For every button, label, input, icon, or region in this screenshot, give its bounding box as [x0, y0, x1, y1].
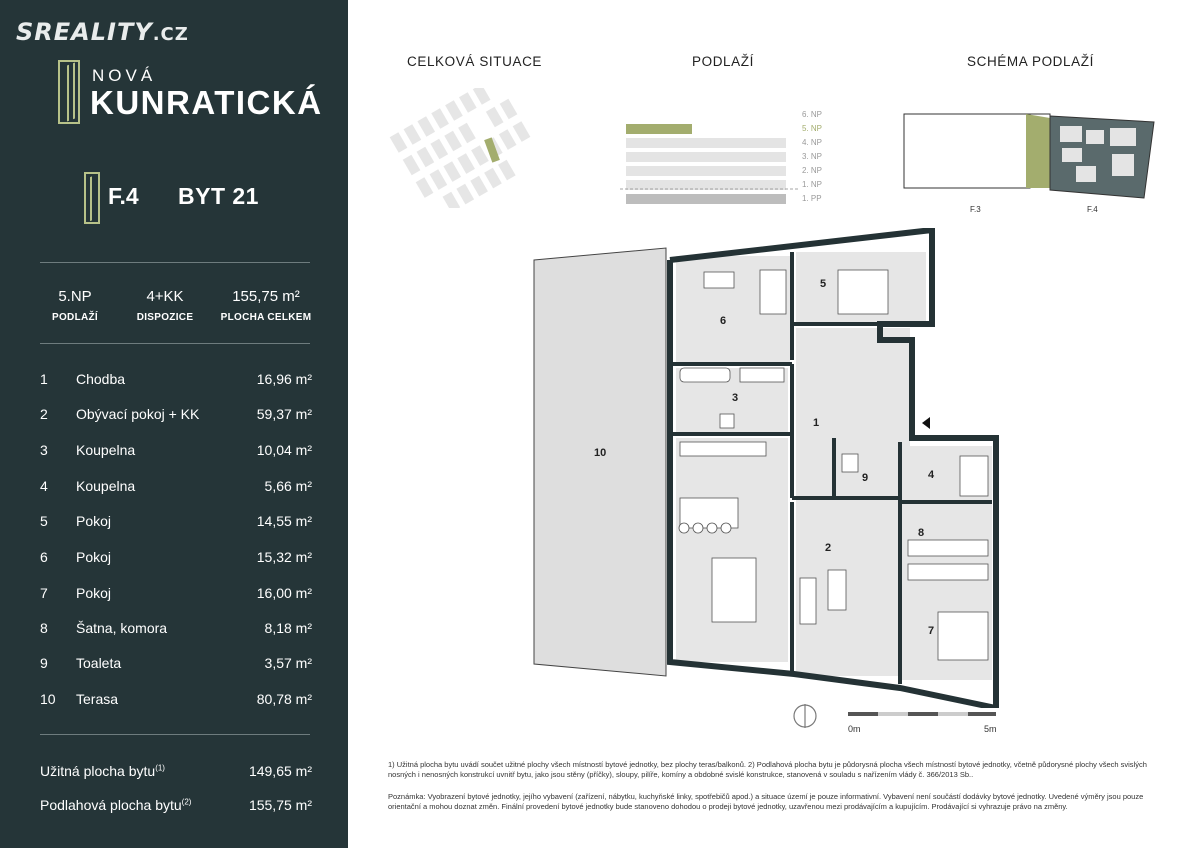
- room-row: 7 Pokoj 16,00 m²: [40, 585, 312, 601]
- floor-label: 3. NP: [802, 152, 823, 161]
- room-row: 3 Koupelna 10,04 m²: [40, 442, 312, 458]
- plan-room-5: 5: [820, 278, 827, 290]
- scale-start: 0m: [848, 724, 861, 734]
- scheme-label-f3: F.3: [970, 205, 981, 214]
- scale-end: 5m: [984, 724, 997, 734]
- floor-scheme-diagram: [900, 108, 1162, 208]
- brand-logo-icon: [58, 60, 80, 124]
- floor-stack-diagram: [620, 108, 800, 208]
- plan-room-7: 7: [928, 625, 935, 637]
- floor-label: 1. PP: [802, 194, 822, 203]
- plan-room-6: 6: [720, 315, 727, 327]
- floor-label: 1. NP: [802, 180, 823, 189]
- room-row: 2 Obývací pokoj + KK 59,37 m²: [40, 406, 312, 422]
- floor-label: 2. NP: [802, 166, 823, 175]
- scheme-heading: SCHÉMA PODLAŽÍ: [967, 54, 1094, 69]
- north-arrow-icon: [790, 702, 824, 732]
- plan-room-9: 9: [862, 472, 869, 484]
- room-row: 4 Koupelna 5,66 m²: [40, 478, 312, 494]
- summary-layout-value: 4+KK: [146, 288, 184, 305]
- floor-label: 4. NP: [802, 138, 823, 147]
- plan-room-8: 8: [918, 527, 925, 539]
- room-row: 10 Terasa 80,78 m²: [40, 691, 312, 707]
- footnote-disclaimer: Poznámka: Vyobrazení bytové jednotky, jejího vybavení (zařízení, nábytku, kuchyňské linky, spotřebičů apod.) a situace území je pouze informativní. Vybavení není součástí dodávky bytové jednotky. Uvedené výměry jsou pouze orientační a mohou doznat změn. Finální provedení bytové jednotky bude stanoveno dohodou o prodeji bytové jednotky, uzavřenou mezi prodávajícím a kupujícím. Prodávající si vyhrazuje právo na změny.: [388, 792, 1144, 811]
- active-floor-bar: [626, 124, 692, 134]
- plan-room-4: 4: [928, 469, 935, 481]
- divider: [40, 343, 310, 344]
- scale-bar: [848, 710, 998, 720]
- floors-heading: PODLAŽÍ: [692, 54, 754, 69]
- floor-plan: [530, 228, 1010, 708]
- room-row: 9 Toaleta 3,57 m²: [40, 655, 312, 671]
- brand-line2: KUNRATICKÁ: [90, 84, 323, 121]
- summary-floor-value: 5.NP: [58, 288, 92, 305]
- site-situation-map: [386, 88, 556, 208]
- footnote-areas: 1) Užitná plocha bytu uvádí součet užitné plochy všech místností bytové jednotky, bez plochy teras/balkonů. 2) Podlahová plocha bytu je půdorysná plocha všech místností bytové jednotky, včetně půdorysné plochy všech svislých nosných i nenosných konstrukcí uvnitř bytu, jako jsou stěny (příčky), sloupy, pilíře, komíny a obdobné svislé konstrukce, stanovená v souladu s nařízením vlády č. 366/2013 Sb..: [388, 760, 1147, 779]
- plan-room-2: 2: [825, 542, 832, 554]
- room-row: 5 Pokoj 14,55 m²: [40, 513, 312, 529]
- scheme-label-f4: F.4: [1087, 205, 1098, 214]
- plan-room-1: 1: [813, 417, 820, 429]
- room-row: 8 Šatna, komora 8,18 m²: [40, 620, 312, 636]
- divider: [40, 734, 310, 735]
- room-row: 1 Chodba 16,96 m²: [40, 371, 312, 387]
- divider: [40, 262, 310, 263]
- summary-layout-label: DISPOZICE: [136, 312, 194, 323]
- unit-title: BYT 21: [178, 183, 259, 209]
- sreality-watermark[interactable]: SREALITY.CZ: [16, 18, 189, 46]
- entrance-arrow-icon: [922, 417, 930, 429]
- sidebar: SREALITY.CZ NOVÁ KUNRATICKÁ F.4 BYT 21 5.NP PODLAŽÍ 4+KK DISPOZICE 155,75 m² PLOCHA CELKEM 1 Chodba 16,96 m² 2 Obývací pokoj + KK 59,37 m² 3 Koupelna 10,04 m² 4 Koupelna 5,66 m² 5 Pokoj 14,55 m² 6 Pokoj 15,32 m² 7 Pokoj 16,00 m² 8 Šatna, komora 8,18 m² 9 Toaleta 3,57 m² 10 Terasa 80,78 m² Užitná plocha bytu$^{(1)}$ 149,65 m² Podlahová plocha bytu$^{(2)}$ 155,75 m²: [0, 0, 348, 848]
- summary-floor-label: PODLAŽÍ: [52, 312, 98, 323]
- situation-heading: CELKOVÁ SITUACE: [407, 54, 543, 69]
- terrace-area: [534, 248, 666, 676]
- building-icon: [84, 172, 100, 224]
- floor-label-active: 5. NP: [802, 124, 823, 133]
- room-row: 6 Pokoj 15,32 m²: [40, 549, 312, 565]
- summary-area-value: 155,75 m²: [232, 288, 300, 305]
- brand-line1: NOVÁ: [92, 66, 157, 85]
- floor-label: 6. NP: [802, 110, 823, 119]
- plan-room-10: 10: [594, 447, 607, 459]
- summary-area-label: PLOCHA CELKEM: [220, 312, 312, 323]
- plan-room-3: 3: [732, 392, 739, 404]
- building-code: F.4: [108, 183, 139, 209]
